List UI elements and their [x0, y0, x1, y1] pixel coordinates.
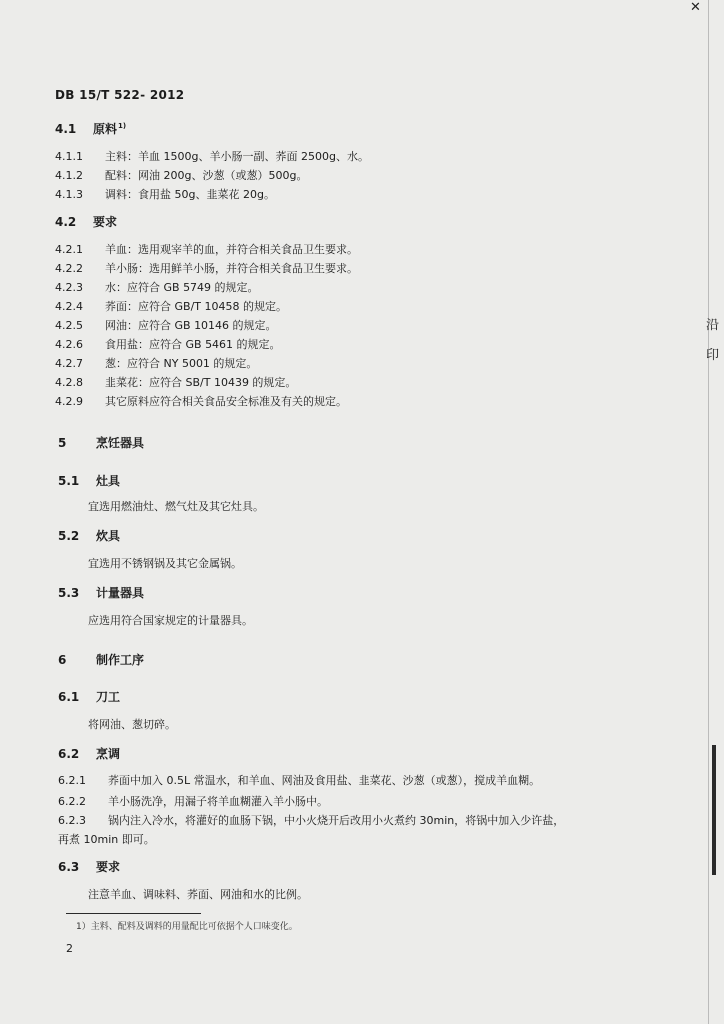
chapter-6-heading	[58, 651, 144, 668]
footnote-mark: 1)	[118, 122, 127, 130]
chapter-title: 制作工序	[96, 653, 145, 667]
section-number: 4.1	[55, 122, 77, 136]
section-6-1-heading: 6.1 刀工	[58, 690, 121, 704]
chapter-5-heading	[58, 434, 144, 451]
section-title: 原料	[93, 122, 118, 136]
clause-6-2-3-continued: 再煮 10min 即可。	[58, 833, 155, 846]
clause-4-2-9: 4.2.9 其它原料应符合相关食品安全标准及有关的规定。	[55, 395, 347, 408]
section-5-3-text: 应选用符合国家规定的计量器具。	[88, 614, 253, 627]
section-4-1-heading	[55, 120, 126, 137]
footnote-divider	[66, 913, 201, 914]
clause-4-2-1: 4.2.1 羊血：选用观宰羊的血，并符合相关食品卫生要求。	[55, 243, 358, 256]
margin-mark-2: 印	[706, 348, 720, 363]
section-5-1-heading: 5.1 灶具	[58, 474, 121, 488]
section-5-1-text: 宜选用燃油灶、燃气灶及其它灶具。	[88, 500, 264, 513]
clause-4-1-3: 4.1.3 调料：食用盐 50g、韭菜花 20g。	[55, 188, 275, 201]
section-5-2-text: 宜选用不锈钢锅及其它金属锅。	[88, 557, 242, 570]
margin-mark-1: 沿	[706, 318, 720, 333]
section-4-2-heading	[55, 213, 117, 230]
section-6-2-heading: 6.2 烹调	[58, 747, 121, 761]
clause-4-2-6: 4.2.6 食用盐：应符合 GB 5461 的规定。	[55, 338, 281, 351]
page-edge-line	[708, 0, 709, 1024]
clause-6-2-1: 6.2.1 荞面中加入 0.5L 常温水，和羊血、网油及食用盐、韭菜花、沙葱（或葱），搅成羊血糊。	[58, 774, 541, 787]
clause-6-2-3: 6.2.3 锅内注入冷水，将灌好的血肠下锅，中小火烧开后改用小火煮约 30min，将锅中加入少许盐，	[58, 814, 565, 827]
clause-4-2-2: 4.2.2 羊小肠：选用鲜羊小肠，并符合相关食品卫生要求。	[55, 262, 358, 275]
clause-4-2-5: 4.2.5 网油：应符合 GB 10146 的规定。	[55, 319, 277, 332]
section-title: 要求	[93, 215, 118, 229]
chapter-number: 5	[58, 436, 67, 450]
binding-edge-mark	[712, 745, 716, 875]
clause-4-1-1: 4.1.1 主料：羊血 1500g、羊小肠一副、荞面 2500g、水。	[55, 150, 369, 163]
section-5-3-heading: 5.3 计量器具	[58, 586, 145, 600]
section-6-1-text: 将网油、葱切碎。	[88, 718, 176, 731]
section-6-3-text: 注意羊血、调味料、荞面、网油和水的比例。	[88, 888, 308, 901]
section-number: 4.2	[55, 215, 77, 229]
page-number: 2	[66, 942, 73, 955]
section-6-3-heading: 6.3 要求	[58, 860, 121, 874]
corner-scan-mark: ✕	[690, 0, 701, 15]
chapter-title: 烹饪器具	[96, 436, 145, 450]
clause-4-1-2: 4.1.2 配料：网油 200g、沙葱（或葱）500g。	[55, 169, 308, 182]
clause-4-2-4: 4.2.4 荞面：应符合 GB/T 10458 的规定。	[55, 300, 287, 313]
chapter-number: 6	[58, 653, 67, 667]
standard-number: DB 15/T 522- 2012	[55, 88, 185, 102]
section-5-2-heading: 5.2 炊具	[58, 529, 121, 543]
footnote: 1）主料、配料及调料的用量配比可依据个人口味变化。	[76, 922, 298, 932]
clause-4-2-8: 4.2.8 韭菜花：应符合 SB/T 10439 的规定。	[55, 376, 297, 389]
clause-4-2-7: 4.2.7 葱：应符合 NY 5001 的规定。	[55, 357, 258, 370]
clause-6-2-2: 6.2.2 羊小肠洗净，用漏子将羊血糊灌入羊小肠中。	[58, 795, 328, 808]
clause-4-2-3: 4.2.3 水：应符合 GB 5749 的规定。	[55, 281, 259, 294]
